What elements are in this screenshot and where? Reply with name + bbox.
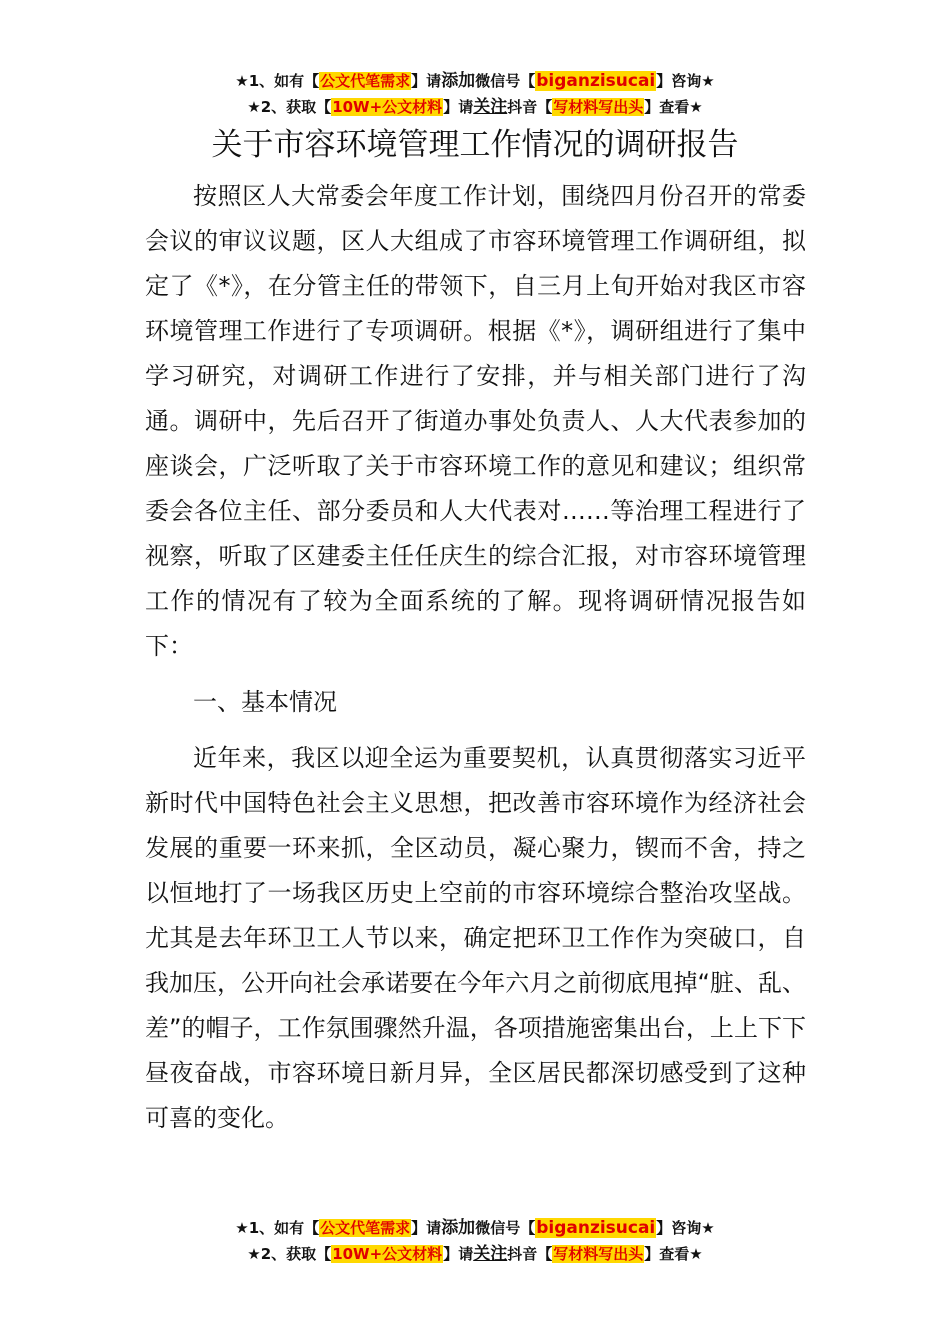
promo-text: 】查看★ <box>644 98 703 116</box>
promo-highlight: biganzisucai <box>536 1218 656 1238</box>
promo-text: 】咨询★ <box>656 1219 715 1237</box>
promo-emphasis: 关注 <box>473 1244 508 1264</box>
promo-text: 微信号【 <box>475 72 536 90</box>
promo-line-2 <box>0 1241 950 1267</box>
promo-highlight: 写材料写出头 <box>553 1245 644 1263</box>
promo-emphasis: 关注 <box>473 97 508 117</box>
promo-text: 】请 <box>443 98 474 116</box>
promo-text: 抖音【 <box>507 98 553 116</box>
intro-paragraph: 按照区人大常委会年度工作计划，围绕四月份召开的常委会议的审议议题，区人大组成了市容环境管理工作调研组，拟定了《*》，在分管主任的带领下，自三月上旬开始对我区市容环境管理工作进行了专项调研。根据《*》，调研组进行了集中学习研究，对调研工作进行了安排，并与相关部门进行了沟通。调研中，先后召开了街道办事处负责人、人大代表参加的座谈会，广泛听取了关于市容环境工作的意见和建议；组织常委会各位主任、部分委员和人大代表对……等治理工程进行了视察，听取了区建委主任任庆生的综合汇报，对市容环境管理工作的情况有了较为全面系统的了解。现将调研情况报告如下： <box>145 182 806 660</box>
promo-text: 】请 <box>411 1219 442 1237</box>
document-body <box>145 174 806 1141</box>
bottom-promo-banner <box>0 1215 950 1267</box>
promo-line-1 <box>0 1215 950 1241</box>
promo-line-1 <box>0 68 950 94</box>
promo-highlight: 公文代笔需求 <box>320 1219 411 1237</box>
promo-emphasis: 添加 <box>441 71 476 91</box>
promo-line-2 <box>0 94 950 120</box>
promo-highlight: 写材料写出头 <box>553 98 644 116</box>
promo-highlight: biganzisucai <box>536 71 656 91</box>
document-title: 关于市容环境管理工作情况的调研报告 <box>211 127 739 163</box>
promo-text: ★2、获取【 <box>247 1245 332 1263</box>
promo-text: ★1、如有【 <box>235 1219 320 1237</box>
promo-text: 】请 <box>411 72 442 90</box>
section-heading: 一、基本情况 <box>193 688 337 716</box>
promo-text: 微信号【 <box>475 1219 536 1237</box>
promo-highlight: 公文代笔需求 <box>320 72 411 90</box>
promo-text: ★1、如有【 <box>235 72 320 90</box>
promo-text: 抖音【 <box>507 1245 553 1263</box>
promo-text: 】咨询★ <box>656 72 715 90</box>
top-promo-banner <box>0 68 950 120</box>
promo-highlight: 10W+公文材料 <box>332 98 443 116</box>
promo-text: ★2、获取【 <box>247 98 332 116</box>
promo-highlight: 10W+公文材料 <box>332 1245 443 1263</box>
section-paragraph: 近年来，我区以迎全运为重要契机，认真贯彻落实习近平新时代中国特色社会主义思想，把改善市容环境作为经济社会发展的重要一环来抓，全区动员，凝心聚力，锲而不舍，持之以恒地打了一场我区历史上空前的市容环境综合整治攻坚战。尤其是去年环卫工人节以来，确定把环卫工作作为突破口，自我加压，公开向社会承诺要在今年六月之前彻底甩掉“脏、乱、差”的帽子，工作氛围骤然升温，各项措施密集出台，上上下下昼夜奋战，市容环境日新月异，全区居民都深切感受到了这种可喜的变化。 <box>145 744 806 1132</box>
promo-text: 】请 <box>443 1245 474 1263</box>
promo-text: 】查看★ <box>644 1245 703 1263</box>
promo-emphasis: 添加 <box>441 1218 476 1238</box>
